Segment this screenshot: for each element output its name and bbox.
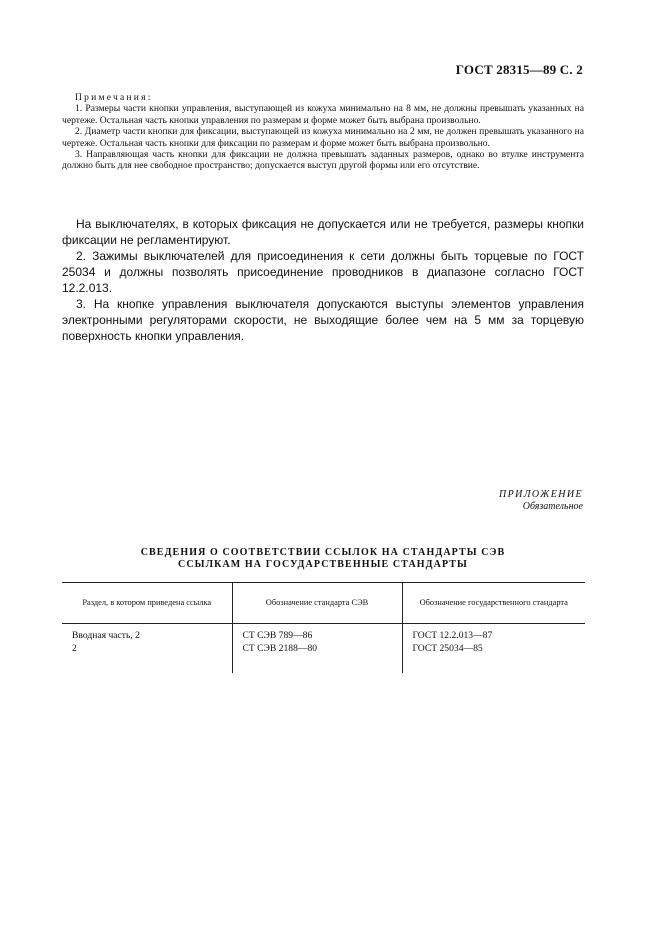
body-paragraph: 3. На кнопке управления выключателя допускаются выступы элементов управления электронными регуляторами скорости, не выходящие более чем на 5 мм за торцевую поверхность кнопки управления. bbox=[62, 297, 584, 343]
table-cell: ГОСТ 12.2.013—87 bbox=[402, 624, 585, 642]
reference-table bbox=[62, 582, 585, 673]
document-header: ГОСТ 28315—89 С. 2 bbox=[455, 62, 583, 77]
appendix-status: Обязательное bbox=[522, 501, 583, 512]
notes-title: Примечания: bbox=[75, 92, 153, 103]
table-cell: ГОСТ 25034—85 bbox=[402, 641, 585, 673]
table-cell: СТ СЭВ 2188—80 bbox=[232, 641, 402, 673]
table-title-line: ССЫЛКАМ НА ГОСУДАРСТВЕННЫЕ СТАНДАРТЫ bbox=[178, 559, 468, 570]
table-cell: Вводная часть, 2 bbox=[72, 630, 140, 641]
table-title-line: СВЕДЕНИЯ О СООТВЕТСТВИИ ССЫЛОК НА СТАНДАРТЫ СЭВ bbox=[140, 547, 506, 558]
table-cell: 2 bbox=[72, 643, 77, 654]
table-title bbox=[62, 547, 584, 571]
note-item: 2. Диаметр части кнопки для фиксации, выступающей из кожуха минимально на 2 мм, не должен превышать указанного на чертеже. Остальная часть кнопки для фиксации по размерам и форме может быть выбрана произвольно. bbox=[62, 126, 584, 149]
body-paragraph: На выключателях, в которых фиксация не допускается или не требуется, размеры кнопки фиксации не регламентируют. bbox=[62, 217, 584, 247]
notes-section bbox=[62, 92, 584, 172]
column-header-state-standard: Обозначение государственного стандарта bbox=[402, 583, 585, 624]
appendix-title: ПРИЛОЖЕНИЕ bbox=[499, 489, 583, 500]
body-text bbox=[62, 216, 584, 344]
table-row bbox=[62, 641, 585, 673]
appendix-label bbox=[499, 489, 583, 513]
note-item: 3. Направляющая часть кнопки для фиксации не должна превышать заданных размеров, однако во втулке инструмента должно быть для нее свободное пространство; допускается выступ другой формы или его отсутствие. bbox=[62, 149, 584, 172]
table-header-row bbox=[62, 583, 585, 624]
column-header-section: Раздел, в котором приведена ссылка bbox=[62, 583, 232, 624]
table-row bbox=[62, 624, 585, 642]
body-paragraph: 2. Зажимы выключателей для присоединения к сети должны быть торцевые по ГОСТ 25034 и должны позволять присоединение проводников в диапазоне согласно ГОСТ 12.2.013. bbox=[62, 249, 584, 295]
table-cell: СТ СЭВ 789—86 bbox=[232, 624, 402, 642]
note-item: 1. Размеры части кнопки управления, выступающей из кожуха минимально на 8 мм, не должны превышать указанных на чертеже. Остальная часть кнопки управления по размерам и форме может быть выбрана произвольно. bbox=[62, 103, 584, 126]
column-header-sev-standard: Обозначение стандарта СЭВ bbox=[232, 583, 402, 624]
